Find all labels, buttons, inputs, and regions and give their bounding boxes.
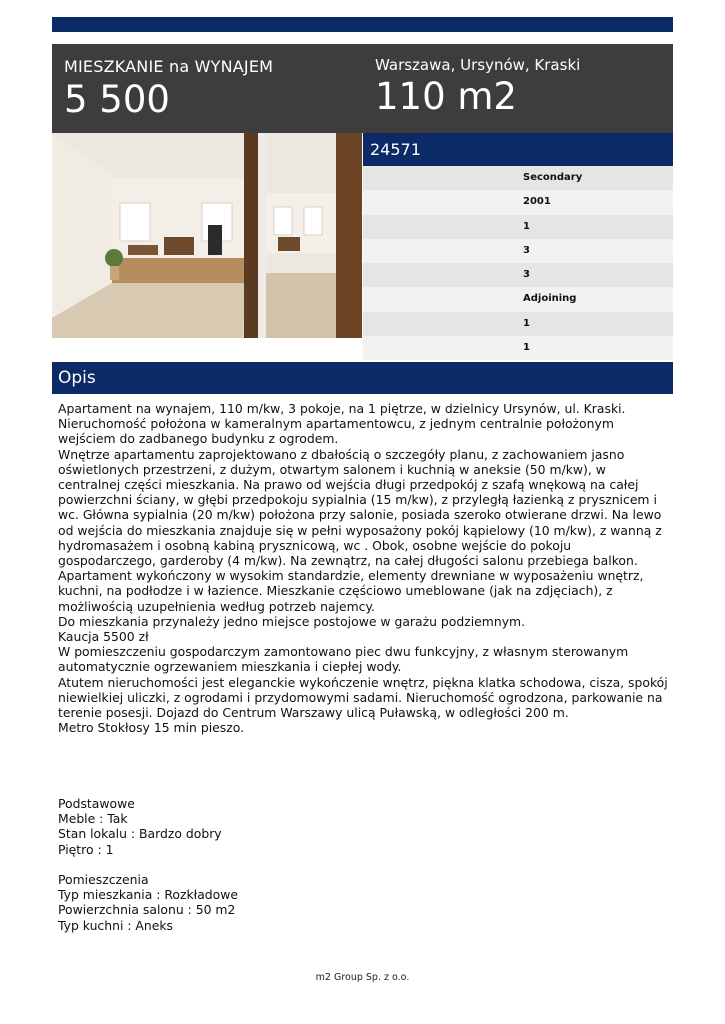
rooms-item: Typ mieszkania : Rozkładowe <box>58 887 238 903</box>
footer-company: m2 Group Sp. z o.o. <box>315 972 410 983</box>
description-paragraph: Wnętrze apartamentu zaprojektowano z dbałością o szczegóły planu, z zachowaniem jasno oświetlonych przestrzeni, z dużym, otwartym salonem i kuchnią w aneksie (50 m/kw), w centralnej części mieszkania. Na prawo od wejścia długi przedpokój z szafą wnękową na całej powierzchni ściany, w głębi przedpokoju sypialnia (15 m/kw), z przyległą łazienką z prysznicem i wc. Główna sypialnia (20 m/kw) położona przy salonie, posiada szeroko otwierane drzwi. Na lewo od wejścia do mieszkania znajduje się w pełni wyposażony pokój kąpielowy (10 m/kw), z wanną z hydromasażem i osobną kabiną prysznicową, wc . Obok, osobne wejście do pokoju gospodarczego, garderoby (4 m/kw). Na zewnątrz, na całej długości salonu przebiega balkon. <box>58 446 662 569</box>
detail-row <box>363 215 673 239</box>
detail-value: 3 <box>523 269 530 281</box>
basic-item: Piętro : 1 <box>58 841 114 857</box>
description-section-bar <box>52 362 673 394</box>
description-text <box>58 401 670 735</box>
description-paragraph: Atutem nieruchomości jest eleganckie wykończenie wnętrz, piękna klatka schodowa, cisza, spokój niewielkiej uliczki, z ogrodami i przydomowymi sadami. Nieruchomość ogrodzona, parkowanie na terenie posesji. Dojazd do Centrum Warszawy ulicą Puławską, w odległości 200 m. <box>58 674 668 721</box>
details-table <box>363 166 673 360</box>
section-title: Opis <box>58 368 96 388</box>
basic-item: Meble : Tak <box>58 811 128 827</box>
detail-row <box>363 263 673 287</box>
description-paragraph: Apartament na wynajem, 110 m/kw, 3 pokoje, na 1 piętrze, w dzielnicy Ursynów, ul. Kraski. <box>58 401 626 416</box>
description-paragraph: Kaucja 5500 zł <box>58 629 149 645</box>
detail-row <box>363 190 673 214</box>
listing-id-bar <box>363 133 673 166</box>
description-paragraph: Metro Stokłosy 15 min pieszo. <box>58 720 245 736</box>
listing-area: 110 m2 <box>375 75 517 118</box>
description-paragraph: Do mieszkania przynależy jedno miejsce postojowe w garażu podziemnym. <box>58 613 526 629</box>
detail-row <box>363 166 673 190</box>
listing-header <box>52 44 673 133</box>
detail-value: 3 <box>523 244 530 256</box>
detail-value: Secondary <box>523 172 583 183</box>
detail-value: Adjoining <box>523 293 577 305</box>
description-paragraph: W pomieszczeniu gospodarczym zamontowano piec dwu funkcyjny, z własnym sterowanym automatycznie ogrzewaniem mieszkania i ciepłej wody. <box>58 644 629 675</box>
basic-title: Podstawowe <box>58 796 135 811</box>
rooms-title: Pomieszczenia <box>58 872 149 887</box>
detail-row <box>363 287 673 311</box>
rooms-item: Typ kuchni : Aneks <box>58 917 174 933</box>
apartment-photo <box>52 133 362 338</box>
rooms-info-group <box>58 872 238 933</box>
rooms-item: Powierzchnia salonu : 50 m2 <box>58 902 236 918</box>
detail-value: 2001 <box>523 196 551 208</box>
detail-value: 1 <box>523 342 530 354</box>
description-paragraph: Nieruchomość położona w kameralnym apartamentowcu, z jednym centralnie położonym wejściem do zadbanego budynku z ogrodem. <box>58 416 614 447</box>
detail-row <box>363 312 673 336</box>
basic-item: Stan lokalu : Bardzo dobry <box>58 826 222 842</box>
listing-type: MIESZKANIE na WYNAJEM <box>64 57 274 76</box>
detail-value: 1 <box>523 317 530 329</box>
description-paragraph: Apartament wykończony w wysokim standardzie, elementy drewniane w wyposażeniu wnętrz, kuchni, na podłodze i w łazience. Mieszkanie częściowo umeblowane (jak na zdjęciach), z możliwością uzupełnienia według potrzeb najemcy. <box>58 568 644 614</box>
detail-row <box>363 239 673 263</box>
detail-value: 1 <box>523 220 530 232</box>
listing-location: Warszawa, Ursynów, Kraski <box>375 56 581 74</box>
listing-id: 24571 <box>370 140 421 159</box>
top-accent-bar <box>52 17 673 32</box>
detail-row <box>363 336 673 360</box>
listing-price: 5 500 <box>64 78 170 121</box>
basic-info-group <box>58 796 222 857</box>
